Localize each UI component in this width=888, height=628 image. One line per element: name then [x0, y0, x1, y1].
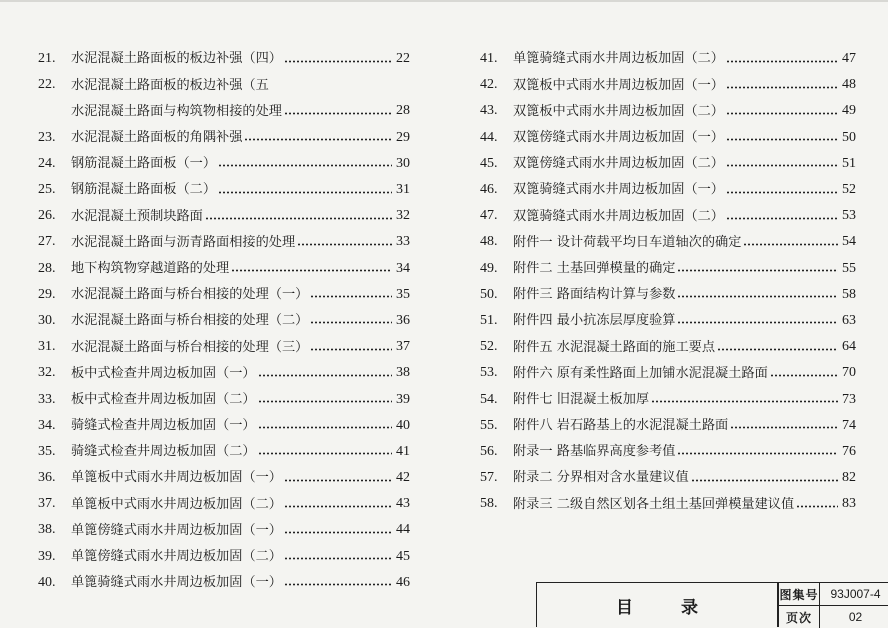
toc-entry-number: 51.	[480, 312, 498, 328]
dot-leader	[677, 269, 838, 272]
dot-leader	[258, 452, 392, 455]
dot-leader	[284, 583, 392, 586]
dot-leader	[796, 505, 838, 508]
toc-entry-number: 31.	[38, 339, 56, 355]
toc-entry-page: 48	[842, 77, 856, 93]
toc-entry-page: 31	[396, 182, 410, 198]
dot-leader	[284, 479, 392, 482]
toc-entry-page: 35	[396, 286, 410, 302]
toc-entry-title: 单篦傍缝式雨水井周边板加固（二）	[71, 549, 282, 565]
toc-entry-title: 钢筋混凝土路面板（一）	[71, 156, 217, 172]
toc-entry-title: 附录二 分界相对含水量建议值	[513, 470, 689, 486]
toc-entry	[38, 151, 410, 177]
toc-entry-page: 43	[396, 496, 410, 512]
toc-entry-title: 附件五 水泥混凝土路面的施工要点	[513, 339, 716, 355]
title-block-heading: 目录	[616, 597, 746, 618]
toc-entry-number: 56.	[480, 443, 498, 459]
toc-entry	[480, 151, 856, 177]
toc-entry-number: 55.	[480, 417, 498, 433]
toc-entry-page: 47	[842, 51, 856, 67]
toc-entry-title: 钢筋混凝土路面板（二）	[71, 182, 217, 198]
toc-entry	[480, 46, 856, 72]
toc-entry	[480, 229, 856, 255]
toc-entry-title: 单篦骑缝式雨水井周边板加固（二）	[513, 51, 724, 67]
toc-entry-number: 57.	[480, 470, 498, 486]
dot-leader	[726, 138, 838, 141]
dot-leader	[717, 348, 838, 351]
toc-entry-page: 45	[396, 548, 410, 564]
toc-entry	[38, 98, 410, 124]
toc-entry-number: 43.	[480, 103, 498, 119]
dot-leader	[297, 243, 392, 246]
toc-entry	[480, 125, 856, 151]
toc-entry-number: 25.	[38, 182, 56, 198]
toc-entry	[480, 203, 856, 229]
toc-entry-page: 83	[842, 496, 856, 512]
dot-leader	[284, 505, 392, 508]
toc-entry	[38, 360, 410, 386]
toc-entry-title: 单篦骑缝式雨水井周边板加固（一）	[71, 575, 282, 591]
toc-entry	[480, 386, 856, 412]
toc-entry	[480, 439, 856, 465]
dot-leader	[743, 243, 838, 246]
atlas-number-value: 93J007-4	[830, 587, 881, 601]
toc-entry-number: 49.	[480, 260, 498, 276]
dot-leader	[770, 374, 838, 377]
toc-entry-number: 38.	[38, 522, 56, 538]
toc-entry-title: 地下构筑物穿越道路的处理	[71, 260, 230, 276]
toc-entry	[38, 46, 410, 72]
toc-entry-title: 水泥混凝土路面与桥台相接的处理（二）	[71, 313, 309, 329]
toc-entry	[38, 203, 410, 229]
dot-leader	[284, 60, 392, 63]
toc-entry-number: 29.	[38, 286, 56, 302]
toc-entry-page: 29	[396, 129, 410, 145]
toc-entry	[480, 308, 856, 334]
toc-entry-number: 28.	[38, 260, 56, 276]
toc-entry-title: 水泥混凝土路面板的板边补强（五	[71, 77, 269, 93]
toc-entry	[38, 308, 410, 334]
toc-entry	[480, 98, 856, 124]
toc-entry	[480, 256, 856, 282]
toc-entry-page: 22	[396, 51, 410, 67]
dot-leader	[284, 557, 392, 560]
atlas-number-label: 图集号	[779, 583, 820, 605]
toc-entry-title: 水泥混凝土路面板的板边补强（四）	[71, 51, 282, 67]
toc-entry	[38, 72, 410, 98]
toc-entry	[38, 439, 410, 465]
dot-leader	[726, 164, 838, 167]
toc-entry	[480, 360, 856, 386]
toc-entry-number: 53.	[480, 365, 498, 381]
toc-entry	[480, 465, 856, 491]
toc-entry-page: 46	[396, 574, 410, 590]
toc-entry-title: 骑缝式检查井周边板加固（一）	[71, 418, 256, 434]
toc-entry-title: 附件三 路面结构计算与参数	[513, 287, 676, 303]
toc-entry-page: 55	[842, 260, 856, 276]
toc-entry-title: 附录三 二级自然区划各土组土基回弹模量建议值	[513, 496, 795, 512]
dot-leader	[726, 86, 838, 89]
dot-leader	[726, 191, 838, 194]
toc-entry-title: 板中式检查井周边板加固（一）	[71, 365, 256, 381]
toc-entry-page: 64	[842, 339, 856, 355]
toc-entry-number: 33.	[38, 391, 56, 407]
toc-entry	[480, 413, 856, 439]
dot-leader	[244, 138, 392, 141]
toc-entry-page: 37	[396, 339, 410, 355]
toc-entry	[38, 386, 410, 412]
dot-leader	[218, 191, 392, 194]
toc-entry-title: 双篦板中式雨水井周边板加固（二）	[513, 103, 724, 119]
toc-entry-page: 51	[842, 155, 856, 171]
toc-entry	[38, 177, 410, 203]
dot-leader	[677, 452, 838, 455]
toc-entry-page: 44	[396, 522, 410, 538]
toc-entry-number: 27.	[38, 234, 56, 250]
toc-entry	[480, 282, 856, 308]
atlas-number-row	[779, 583, 888, 605]
toc-entry-number: 40.	[38, 574, 56, 590]
toc-entry-title: 双篦傍缝式雨水井周边板加固（二）	[513, 156, 724, 172]
toc-entry	[38, 491, 410, 517]
toc-entry-page: 39	[396, 391, 410, 407]
toc-entry-title: 双篦骑缝式雨水井周边板加固（二）	[513, 208, 724, 224]
toc-entry	[480, 177, 856, 203]
toc-entry	[480, 72, 856, 98]
toc-entry-page: 38	[396, 365, 410, 381]
toc-entry-title: 骑缝式检查井周边板加固（二）	[71, 444, 256, 460]
dot-leader	[205, 217, 392, 220]
toc-entry-title: 附件七 旧混凝土板加厚	[513, 391, 650, 407]
toc-entry	[38, 517, 410, 543]
toc-entry-number: 34.	[38, 417, 56, 433]
toc-entry-title: 水泥混凝土路面与桥台相接的处理（三）	[71, 339, 309, 355]
toc-entry	[38, 413, 410, 439]
dot-leader	[726, 217, 838, 220]
toc-entry-title: 水泥混凝土路面板的角隅补强	[71, 130, 243, 146]
toc-entry-title: 附件六 原有柔性路面上加铺水泥混凝土路面	[513, 365, 768, 381]
toc-entry-title: 附录一 路基临界高度参考值	[513, 444, 676, 460]
toc-entry-page: 70	[842, 365, 856, 381]
toc-entry-number: 50.	[480, 286, 498, 302]
toc-entry-page: 73	[842, 391, 856, 407]
top-scan-edge	[0, 0, 888, 2]
toc-entry-number: 35.	[38, 443, 56, 459]
toc-entry-page: 49	[842, 103, 856, 119]
toc-entry-title: 单篦板中式雨水井周边板加固（二）	[71, 496, 282, 512]
toc-entry-page: 28	[396, 103, 410, 119]
toc-entry-title: 附件八 岩石路基上的水泥混凝土路面	[513, 418, 729, 434]
toc-entry-page: 52	[842, 182, 856, 198]
toc-entry-title: 附件一 设计荷载平均日车道轴次的确定	[513, 234, 742, 250]
page-number-value: 02	[848, 610, 863, 624]
toc-entry-title: 水泥混凝土路面与沥青路面相接的处理	[71, 234, 296, 250]
toc-entry-page: 76	[842, 443, 856, 459]
toc-entry-title: 附件四 最小抗冻层厚度验算	[513, 313, 676, 329]
dot-leader	[231, 269, 392, 272]
toc-entry	[38, 125, 410, 151]
dot-leader	[310, 295, 392, 298]
toc-entry-page: 42	[396, 470, 410, 486]
toc-entry-number: 26.	[38, 208, 56, 224]
toc-entry-number: 42.	[480, 77, 498, 93]
toc-entry-number: 58.	[480, 496, 498, 512]
toc-entry-page: 32	[396, 208, 410, 224]
toc-entry	[38, 256, 410, 282]
toc-entry-page: 40	[396, 417, 410, 433]
toc-entry-number: 54.	[480, 391, 498, 407]
toc-entry	[38, 570, 410, 596]
toc-entry-number: 32.	[38, 365, 56, 381]
toc-entry	[480, 334, 856, 360]
toc-entry	[38, 465, 410, 491]
dot-leader	[691, 479, 838, 482]
dot-leader	[284, 531, 392, 534]
toc-entry-page: 58	[842, 286, 856, 302]
toc-entry-page: 33	[396, 234, 410, 250]
title-block	[536, 582, 888, 627]
toc-right-column	[480, 46, 856, 517]
toc-entry	[38, 229, 410, 255]
dot-leader	[284, 112, 392, 115]
toc-entry-page: 50	[842, 129, 856, 145]
toc-entry	[480, 491, 856, 517]
toc-entry-title: 双篦骑缝式雨水井周边板加固（一）	[513, 182, 724, 198]
toc-entry-page: 30	[396, 155, 410, 171]
dot-leader	[651, 400, 838, 403]
toc-entry-title: 板中式检查井周边板加固（二）	[71, 391, 256, 407]
toc-entry-title: 水泥混凝土路面与构筑物相接的处理	[71, 103, 282, 119]
dot-leader	[677, 295, 838, 298]
dot-leader	[677, 321, 838, 324]
toc-entry-title: 双篦傍缝式雨水井周边板加固（一）	[513, 130, 724, 146]
toc-entry-page: 54	[842, 234, 856, 250]
toc-entry-number: 48.	[480, 234, 498, 250]
dot-leader	[218, 164, 392, 167]
toc-entry-number: 44.	[480, 129, 498, 145]
toc-entry-number: 39.	[38, 548, 56, 564]
toc-entry-title: 水泥混凝土预制块路面	[71, 208, 203, 224]
toc-left-column	[38, 46, 410, 596]
toc-entry-page: 36	[396, 312, 410, 328]
toc-entry-title: 附件二 土基回弹模量的确定	[513, 260, 676, 276]
toc-entry-number: 41.	[480, 51, 498, 67]
dot-leader	[726, 60, 838, 63]
dot-leader	[258, 426, 392, 429]
toc-entry	[38, 334, 410, 360]
toc-entry-title: 单篦板中式雨水井周边板加固（一）	[71, 470, 282, 486]
page-number-row	[779, 605, 888, 628]
dot-leader	[726, 112, 838, 115]
dot-leader	[258, 400, 392, 403]
dot-leader	[310, 321, 392, 324]
toc-entry-number: 46.	[480, 182, 498, 198]
toc-entry-title: 水泥混凝土路面与桥台相接的处理（一）	[71, 287, 309, 303]
dot-leader	[310, 348, 392, 351]
page-number-label: 页次	[779, 606, 820, 628]
toc-entry-number: 47.	[480, 208, 498, 224]
toc-entry-number: 52.	[480, 339, 498, 355]
toc-entry	[38, 544, 410, 570]
toc-entry-number: 36.	[38, 470, 56, 486]
toc-entry-page: 34	[396, 260, 410, 276]
toc-entry-number: 22.	[38, 77, 56, 93]
toc-entry-number: 30.	[38, 312, 56, 328]
toc-entry-title: 单篦傍缝式雨水井周边板加固（一）	[71, 522, 282, 538]
toc-entry-page: 41	[396, 443, 410, 459]
toc-entry-page: 74	[842, 417, 856, 433]
dot-leader	[258, 374, 392, 377]
toc-entry-title: 双篦板中式雨水井周边板加固（一）	[513, 77, 724, 93]
toc-entry-number: 37.	[38, 496, 56, 512]
dot-leader	[730, 426, 838, 429]
toc-entry-page: 53	[842, 208, 856, 224]
toc-entry-page: 82	[842, 470, 856, 486]
toc-entry-number: 21.	[38, 51, 56, 67]
toc-entry-number: 23.	[38, 129, 56, 145]
toc-entry-number: 45.	[480, 155, 498, 171]
toc-entry-number: 24.	[38, 155, 56, 171]
title-block-grid	[777, 583, 888, 627]
toc-entry	[38, 282, 410, 308]
toc-entry-page: 63	[842, 312, 856, 328]
